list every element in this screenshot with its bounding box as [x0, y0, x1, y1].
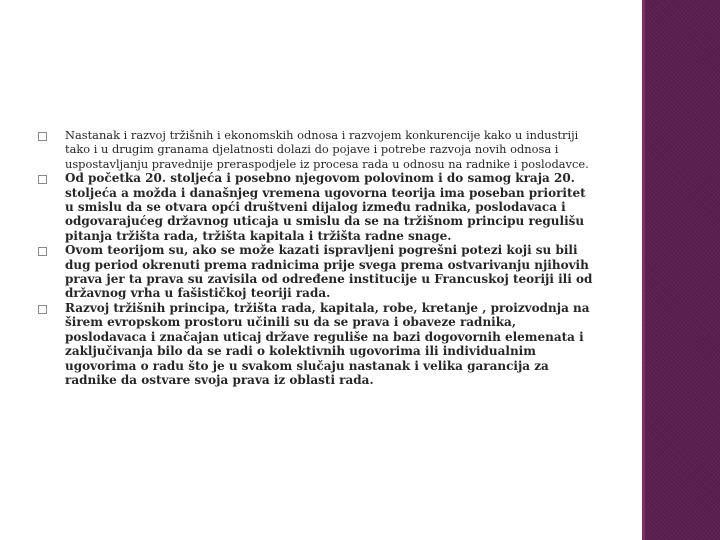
bullet-item-2 — [38, 171, 598, 243]
bullet-text: Od početka 20. stoljeća i posebno njegovom polovinom i do samog kraja 20. stoljeća a možda i današnjeg vremena ugovorna teorija ima poseban prioritet u smislu da se otvara opći društveni dijalog između radnika, poslodavaca i odgovarajućeg državnog uticaja u smislu da se na tržišnom principu regulišu pitanja tržišta rada, tržišta kapitala i tržišta radne snage. — [65, 171, 586, 243]
square-bullet-icon — [38, 247, 47, 256]
square-bullet-icon — [38, 175, 47, 184]
bullet-list — [38, 128, 598, 387]
bullet-text: Ovom teorijom su, ako se može kazati ispravljeni pogrešni potezi koji su bili dug period okrenuti prema radnicima prije svega prema ostvarivanju njihovih prava jer ta prava su zavisila od određene institucije u Francuskoj teoriji ili od državnog vrha u fašističkoj teoriji rada. — [65, 243, 593, 301]
bullet-text: Nastanak i razvoj tržišnih i ekonomskih odnosa i razvojem konkurencije kako u industriji tako i u drugim granama djelatnosti dolazi do pojave i potrebe razvoja novih odnosa i uspostavljanju pravednije preraspodjele iz procesa rada u odnosu na radnike i poslodavce. — [65, 128, 589, 171]
decorative-side-band — [642, 0, 720, 540]
bullet-item-1 — [38, 128, 598, 171]
square-bullet-icon — [38, 305, 47, 314]
bullet-item-3 — [38, 243, 598, 301]
bullet-item-4 — [38, 301, 598, 387]
bullet-text: Razvoj tržišnih principa, tržišta rada, kapitala, robe, kretanje , proizvodnja na širem evropskom prostoru učinili su da se prava i obaveze radnika, poslodavaca i značajan uticaj države reguliše na bazi dogovornih elemenata i zaključivanja bilo da se radi o kolektivnih ugovorima ili individualnim ugovorima o radu što je u svakom slučaju nastanak i velika garancija za radnike da ostvare svoja prava iz oblasti rada. — [65, 300, 590, 387]
side-band-edge — [642, 0, 645, 540]
square-bullet-icon — [38, 132, 47, 141]
